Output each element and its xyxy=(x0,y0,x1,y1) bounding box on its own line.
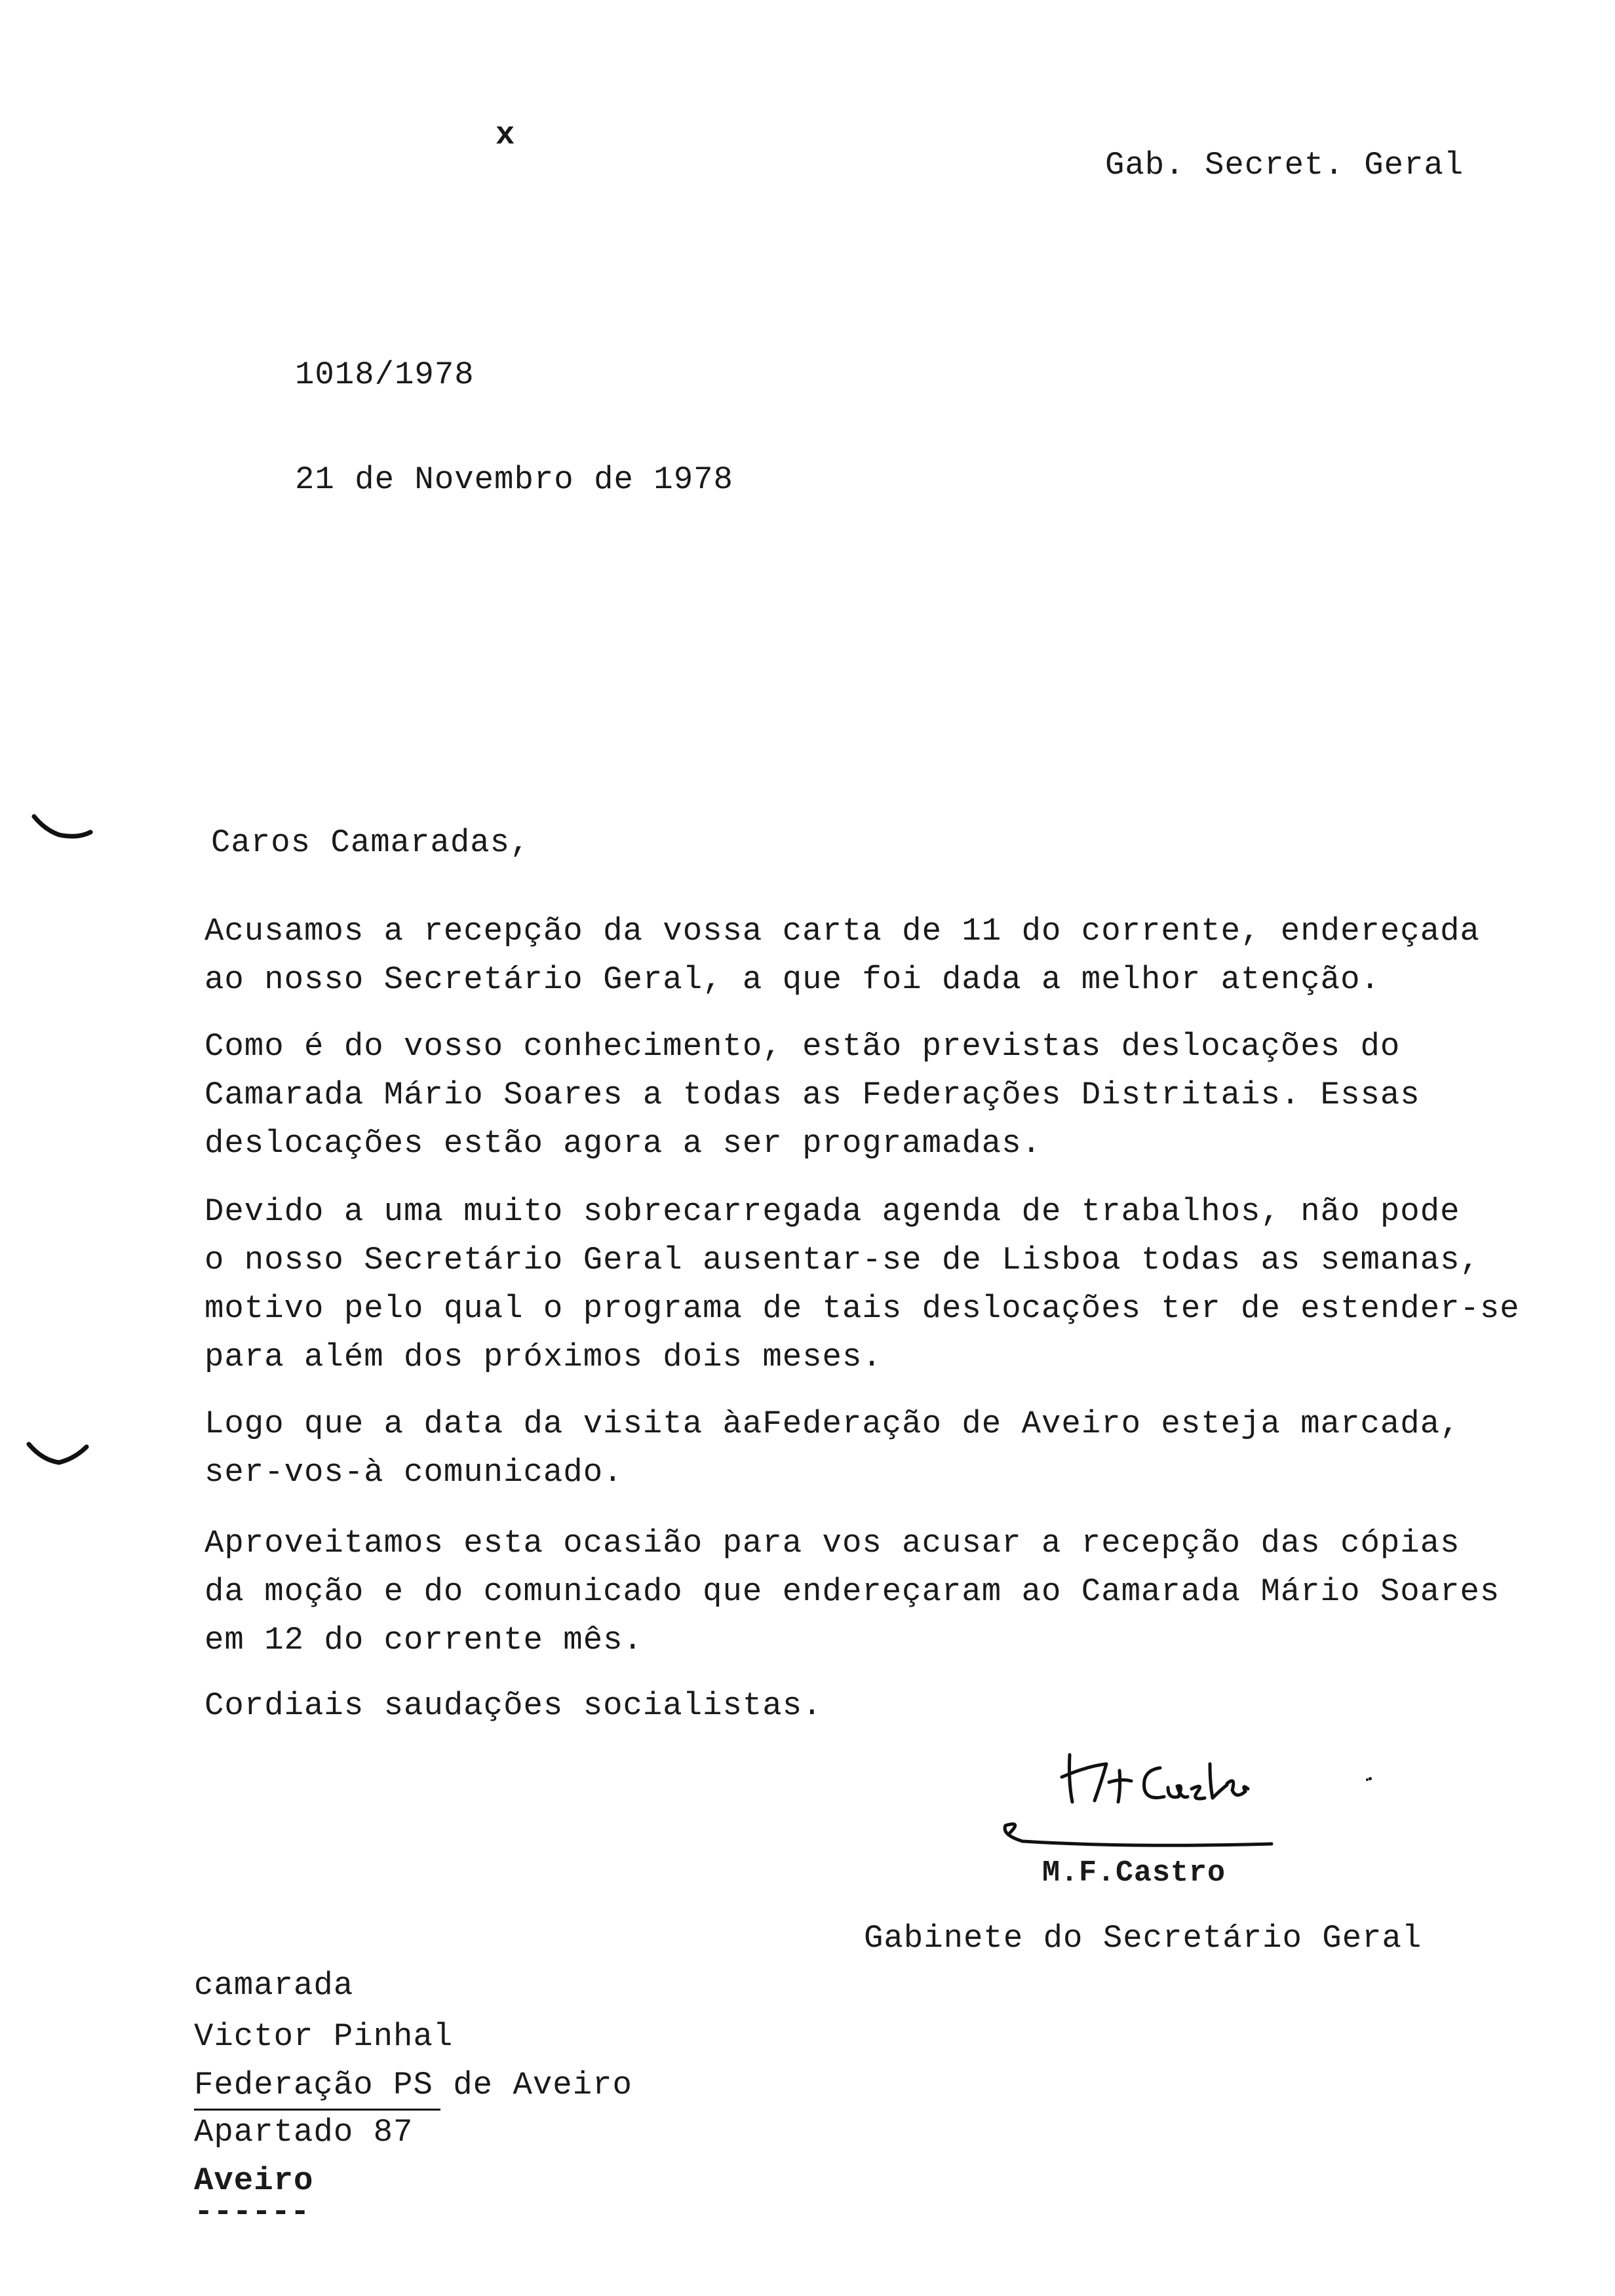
address-overline xyxy=(194,2109,440,2111)
signatory-title: Gabinete do Secretário Geral xyxy=(864,1920,1422,1957)
paragraph-line: ao nosso Secretário Geral, a que foi dada a melhor atenção. xyxy=(204,961,1380,998)
handwritten-signature xyxy=(996,1736,1298,1867)
salutation: Caros Camaradas, xyxy=(211,824,530,861)
paragraph-line: para além dos próximos dois meses. xyxy=(204,1339,882,1375)
letter-paragraph xyxy=(204,1681,823,1730)
letter-paragraph xyxy=(204,907,1480,1004)
paragraph-line: da moção e do comunicado que endereçaram ao Camarada Mário Soares xyxy=(204,1573,1500,1610)
address-city: Aveiro xyxy=(194,2162,314,2199)
letter-paragraph xyxy=(204,1400,1460,1497)
paragraph-line: Aproveitamos esta ocasião para vos acusar a recepção das cópias xyxy=(204,1525,1460,1561)
margin-tick-mark xyxy=(31,813,94,845)
office-heading: Gab. Secret. Geral xyxy=(1105,147,1464,183)
letter-paragraph xyxy=(204,1519,1500,1664)
paragraph-line: Devido a uma muito sobrecarregada agenda de trabalhos, não pode xyxy=(204,1193,1460,1230)
paragraph-line: o nosso Secretário Geral ausentar-se de Lisboa todas as semanas, xyxy=(204,1242,1480,1278)
letter-paragraph xyxy=(204,1187,1520,1381)
paragraph-line: Logo que a data da visita àaFederação de Aveiro esteja marcada, xyxy=(204,1406,1460,1442)
letter-paragraph xyxy=(204,1022,1420,1168)
address-line: Victor Pinhal xyxy=(194,2018,454,2055)
paragraph-line: Acusamos a recepção da vossa carta de 11 do corrente, endereçada xyxy=(204,913,1480,949)
paragraph-line: Cordiais saudações socialistas. xyxy=(204,1687,823,1724)
letter-date: 21 de Novembro de 1978 xyxy=(295,461,733,498)
paragraph-line: em 12 do corrente mês. xyxy=(204,1622,643,1658)
address-line: Federação PS de Aveiro xyxy=(194,2067,632,2103)
paragraph-line: Como é do vosso conhecimento, estão previstas deslocações do xyxy=(204,1028,1401,1065)
margin-tick-mark xyxy=(26,1439,92,1472)
paragraph-line: Camarada Mário Soares a todas as Federações Distritais. Essas xyxy=(204,1077,1420,1113)
ink-dot xyxy=(1369,1777,1372,1780)
signatory-name: M.F.Castro xyxy=(1042,1856,1226,1890)
header-marker: x xyxy=(496,117,516,153)
address-underline: ------ xyxy=(194,2194,310,2230)
reference-number: 1018/1978 xyxy=(295,356,475,393)
paragraph-line: ser-vos-à comunicado. xyxy=(204,1454,623,1491)
paragraph-line: deslocações estão agora a ser programadas. xyxy=(204,1125,1042,1162)
paragraph-line: motivo pelo qual o programa de tais deslocações ter de estender-se xyxy=(204,1290,1520,1327)
address-line: camarada xyxy=(194,1967,354,2004)
address-line: Apartado 87 xyxy=(194,2114,414,2151)
